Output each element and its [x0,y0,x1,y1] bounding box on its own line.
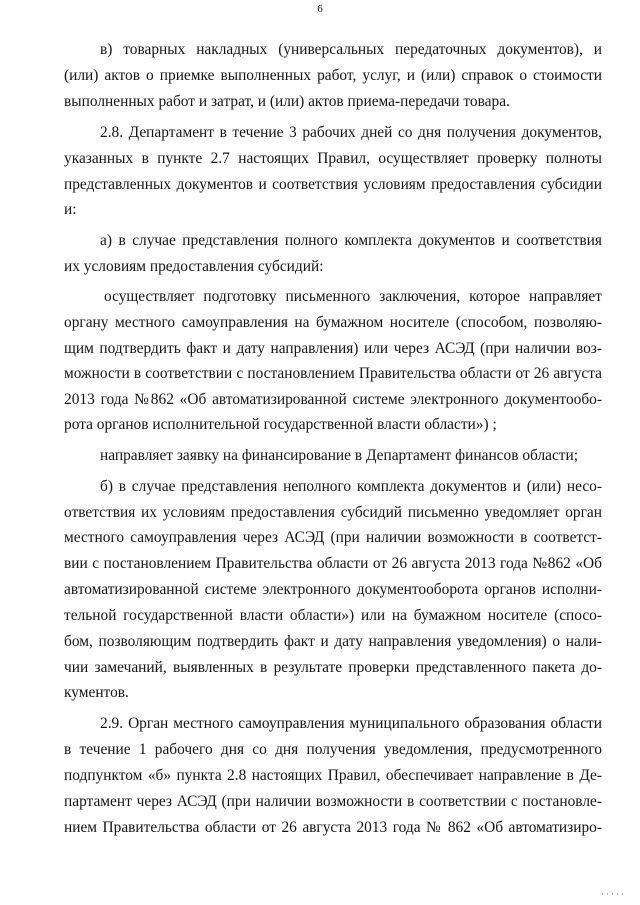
text-line: кументов. [64,684,129,701]
text-line: нием Правительства области от 26 августа 2013 года № 862 «Об автоматизиро- [64,819,602,836]
text-line: подпунктом «б» пункта 2.8 настоящих Правил, обеспечивает направление в Де- [64,767,602,784]
text-line: можности в соответствии с постановлением Правительства области от 26 августа [64,365,602,382]
text-line: местного самоуправления через АСЭД (при наличии возможности в соответст- [64,529,602,546]
text-line: представленных документов и соответствия условиям предоставления субсидии [64,176,602,193]
text-line: в) товарных накладных (универсальных передаточных документов), и [100,41,602,58]
text-line: рота органов исполнительной государственной власти области») ; [64,416,497,433]
text-line: 2.8. Департамент в течение 3 рабочих дней со дня получения документов, [100,124,602,141]
page-number: 6 [317,3,323,15]
text-line: осуществляет подготовку письменного заключения, которое направляет [104,288,602,305]
text-line: партамент через АСЭД (при наличии возможности в соответствии с постановле- [64,793,602,810]
text-line: направляет заявку на финансирование в Департамент финансов области; [100,447,579,464]
scan-mark: ····· [601,889,626,899]
text-line: (или) актов о приемке выполненных работ, услуг, и (или) справок о стоимости [64,67,602,84]
text-line: чии замечаний, выявленных в результате проверки представленного пакета до- [64,659,602,676]
text-line: автоматизированной системе электронного документооборота органов исполни- [64,581,602,598]
text-line: указанных в пункте 2.7 настоящих Правил, осуществляет проверку полноты [64,150,602,167]
text-line: органу местного самоуправления на бумажном носителе (способом, позволяю- [64,314,602,331]
text-line: вии с постановлением Правительства области от 26 августа 2013 года №862 «Об [64,555,602,572]
text-line: их условиям предоставления субсидий: [64,258,324,275]
text-line: б) в случае представления неполного комплекта документов и (или) несо- [100,478,602,495]
text-line: ответствия их условиям предоставления субсидий письменно уведомляет орган [64,504,602,521]
text-line: а) в случае представления полного комплекта документов и соответствия [100,232,602,249]
text-line: 2013 года №862 «Об автоматизированной системе электронного документообо- [64,391,602,408]
text-line: тельной государственной власти области») или на бумажном носителе (спосо- [64,607,602,624]
text-line: выполненных работ и затрат, и (или) актов приема-передачи товара. [64,93,510,110]
text-line: 2.9. Орган местного самоуправления муниципального образования области [100,715,602,732]
text-line: и: [64,201,77,218]
text-line: бом, позволяющим подтвердить факт и дату направления уведомления) о нали- [64,633,602,650]
text-line: щим подтвердить факт и дату направления) или через АСЭД (при наличии воз- [64,340,602,357]
text-line: в течение 1 рабочего дня со дня получения уведомления, предусмотренного [64,741,602,758]
